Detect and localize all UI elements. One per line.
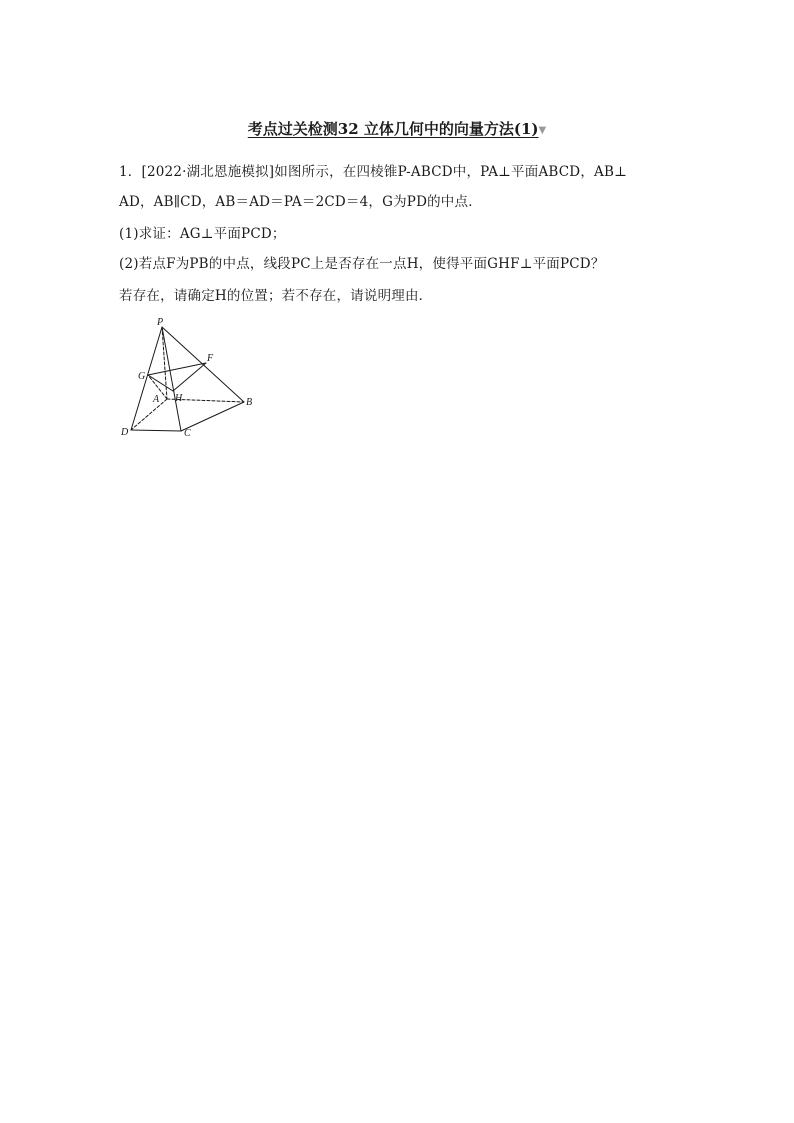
label-B: B bbox=[246, 397, 253, 408]
problem-part-1: (1)求证：AG⊥平面PCD； bbox=[119, 226, 286, 242]
label-H: H bbox=[175, 393, 183, 404]
segment-GF bbox=[148, 363, 206, 375]
problem-line-2: AD，AB∥CD，AB＝AD＝PA＝2CD＝4，G为PD的中点． bbox=[119, 194, 482, 210]
problem-part-2-continued: 若存在，请确定H的位置；若不存在，请说明理由． bbox=[119, 288, 433, 304]
edge-PC bbox=[162, 327, 181, 431]
pyramid-diagram bbox=[110, 314, 270, 444]
segment-GH bbox=[148, 375, 173, 391]
label-A: A bbox=[153, 394, 160, 405]
collapse-triangle-icon[interactable]: ▼ bbox=[538, 125, 547, 136]
segment-HF bbox=[173, 363, 206, 391]
title-text: 考点过关检测32 立体几何中的向量方法(1) bbox=[247, 120, 539, 138]
edge-PB bbox=[162, 327, 244, 402]
page-title bbox=[0, 119, 794, 141]
label-G: G bbox=[138, 371, 146, 382]
edge-CB bbox=[181, 402, 244, 431]
edge-DC bbox=[131, 430, 181, 431]
edge-AD-hidden bbox=[131, 399, 167, 430]
label-F: F bbox=[207, 353, 214, 364]
edge-PD bbox=[131, 327, 162, 430]
label-C: C bbox=[184, 428, 191, 439]
label-D: D bbox=[121, 427, 129, 438]
problem-line-1: 1．[2022·湖北恩施模拟]如图所示，在四棱锥P-ABCD中，PA⊥平面ABCD，AB⊥ bbox=[119, 164, 627, 180]
edge-PA-hidden bbox=[162, 327, 167, 399]
label-P: P bbox=[157, 317, 164, 328]
pyramid-figure bbox=[110, 314, 270, 444]
problem-part-2: (2)若点F为PB的中点，线段PC上是否存在一点H，使得平面GHF⊥平面PCD？ bbox=[119, 256, 605, 272]
